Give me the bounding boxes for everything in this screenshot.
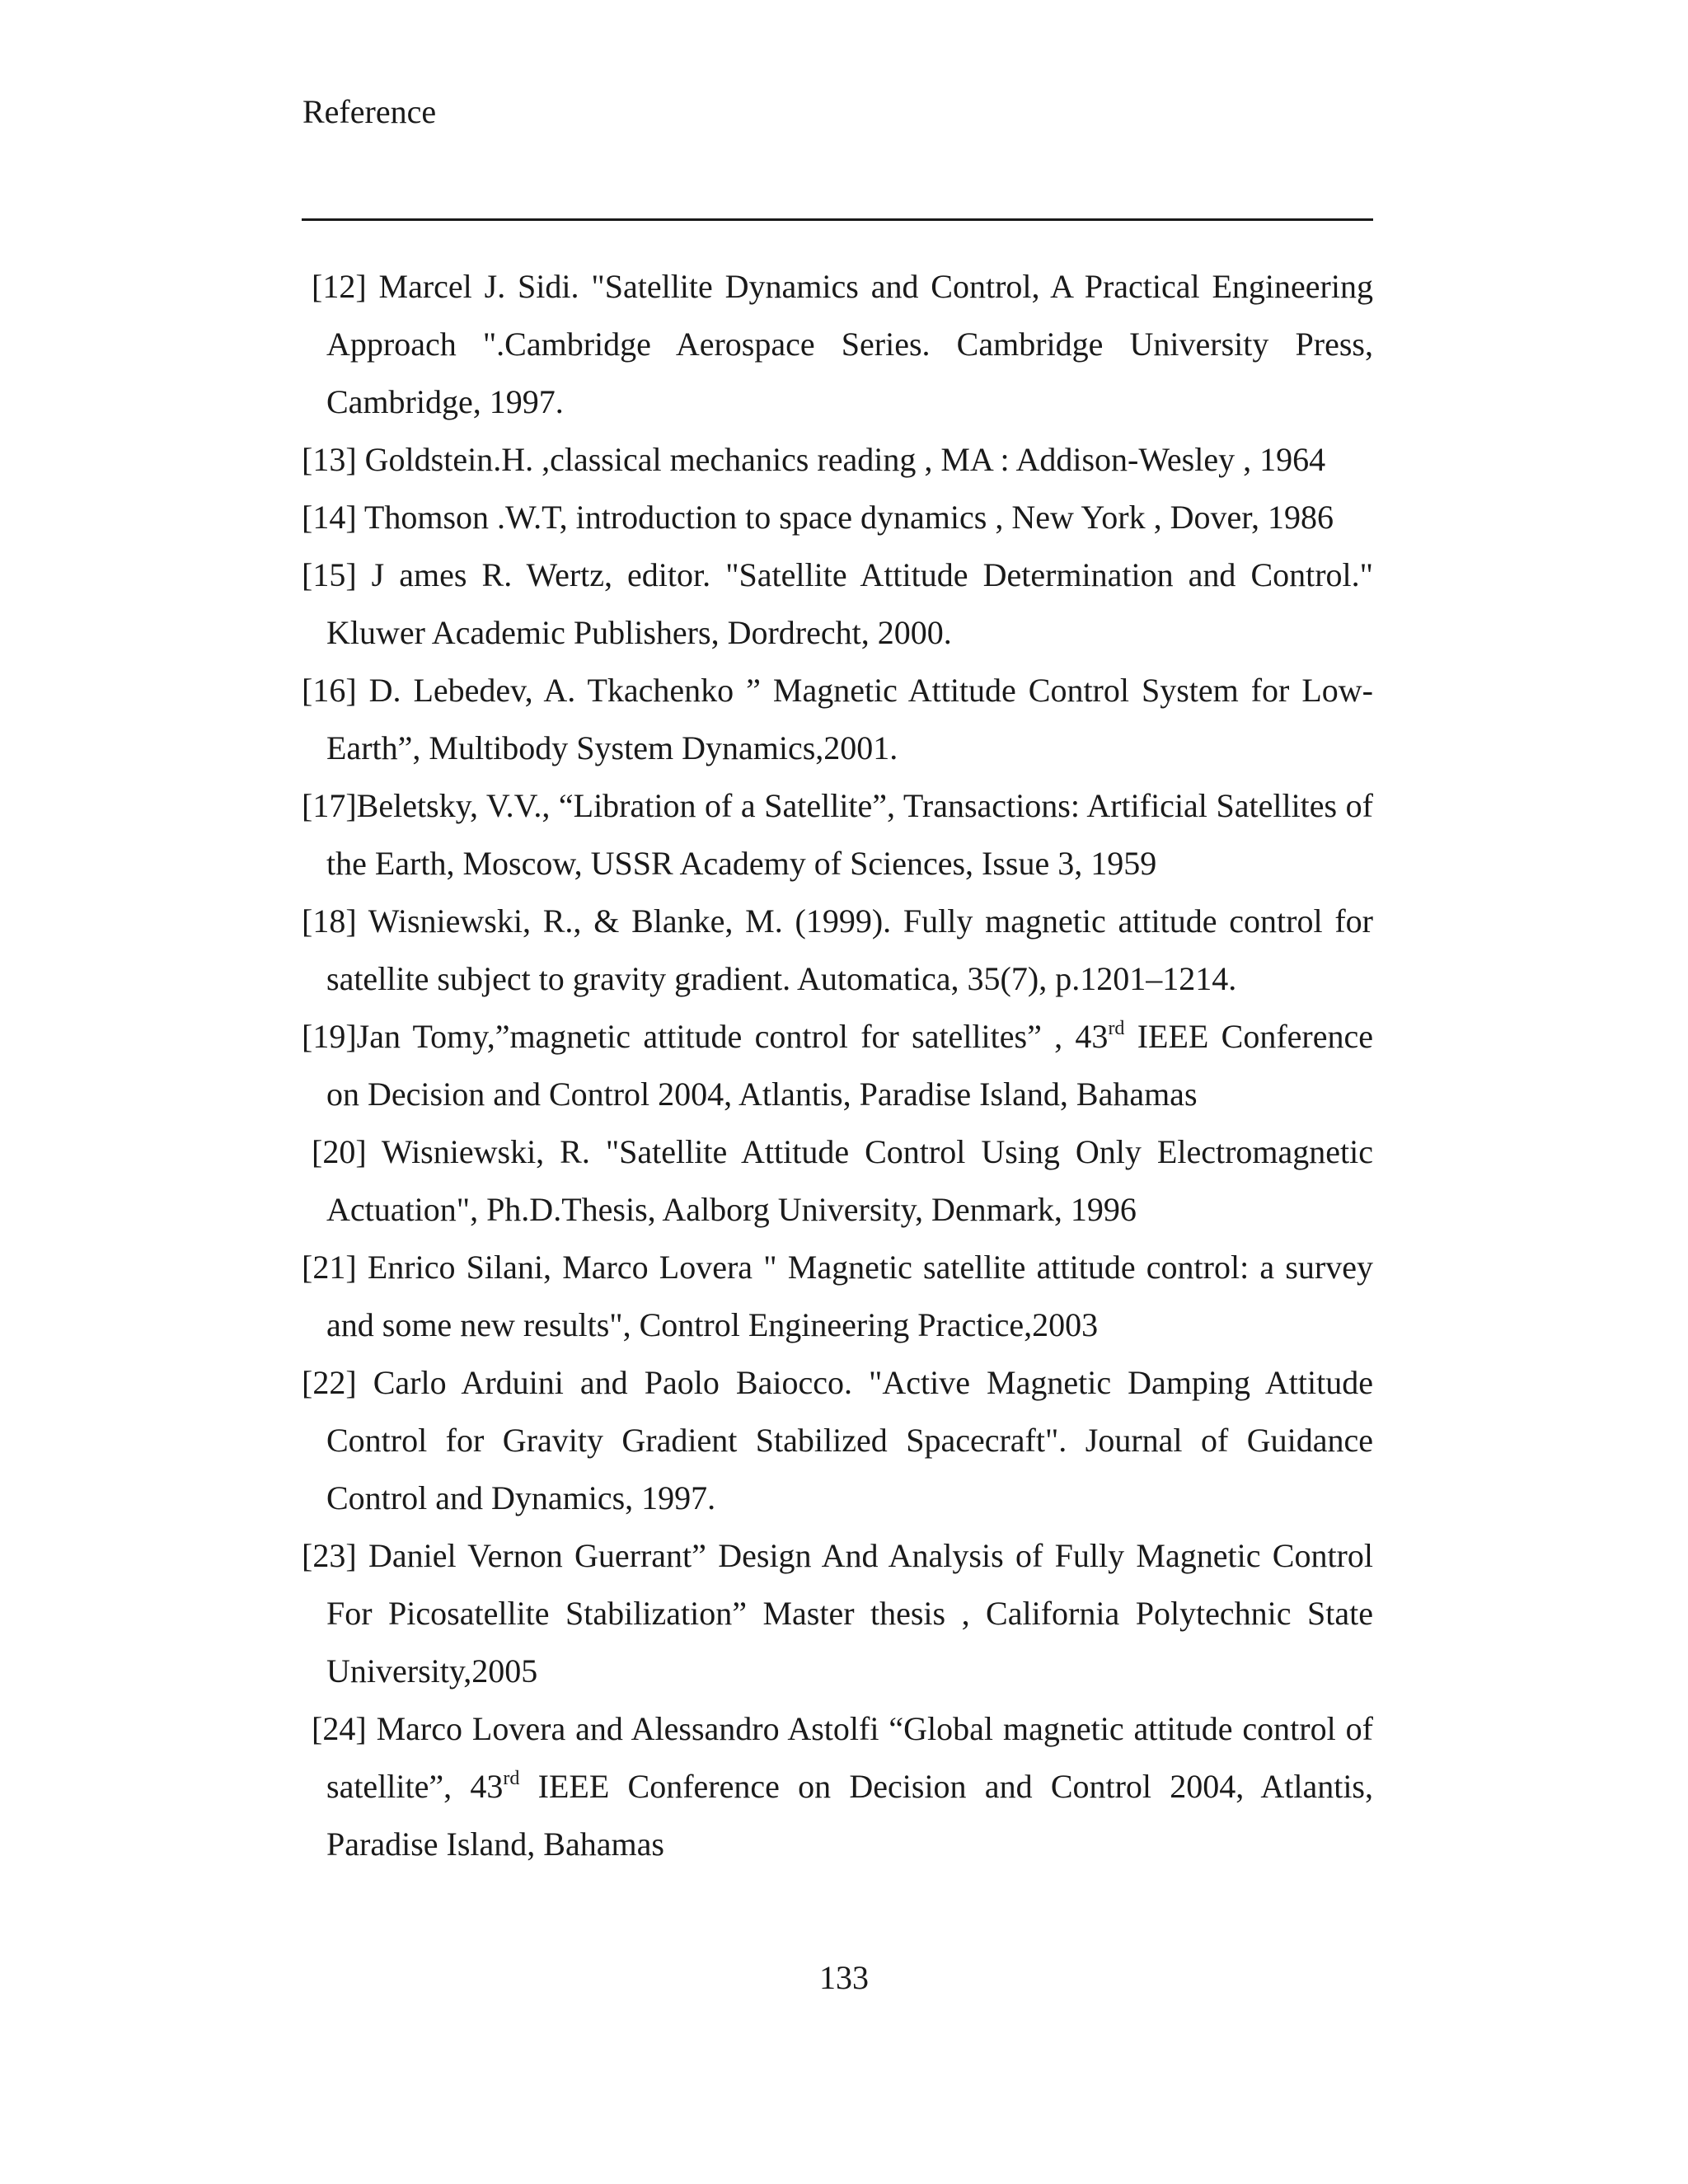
reference-19-text-cont: IEEE Conference on Decision and Control 2004, Atlantis, Paradise Island, Bahamas	[326, 1018, 1373, 1113]
reference-list	[302, 258, 1373, 1873]
reference-item-24	[302, 1700, 1373, 1873]
reference-19-text: [19]Jan Tomy,”magnetic attitude control for satellites” , 43	[302, 1018, 1109, 1055]
running-title: Reference	[302, 93, 437, 130]
ordinal-superscript: rd	[1108, 1018, 1125, 1039]
reference-item-19	[302, 1008, 1373, 1123]
reference-24-text-cont: IEEE Conference on Decision and Control 2004, Atlantis, Paradise Island, Bahamas	[326, 1768, 1373, 1863]
reference-item-15: [15] J ames R. Wertz, editor. "Satellite Attitude Determination and Control." Kluwer Academic Publishers, Dordrecht, 2000.	[302, 556, 1373, 651]
page-number: 133	[819, 1959, 869, 1996]
reference-item-23: [23] Daniel Vernon Guerrant” Design And Analysis of Fully Magnetic Control For Picosatellite Stabilization” Master thesis , California Polytechnic State University,2005	[302, 1537, 1373, 1690]
reference-24-text: [24] Marco Lovera and Alessandro Astolfi “Global magnetic attitude control of satellite”, 43	[312, 1710, 1373, 1805]
reference-item-21: [21] Enrico Silani, Marco Lovera " Magnetic satellite attitude control: a survey and some new results", Control Engineering Practice,2003	[302, 1249, 1373, 1343]
reference-item-18: [18] Wisniewski, R., & Blanke, M. (1999). Fully magnetic attitude control for satellite subject to gravity gradient. Automatica, 35(7), p.1201–1214.	[302, 902, 1373, 997]
reference-item-16: [16] D. Lebedev, A. Tkachenko ” Magnetic Attitude Control System for Low-Earth”, Multibody System Dynamics,2001.	[302, 672, 1373, 766]
header-rule	[302, 218, 1373, 221]
ordinal-superscript: rd	[503, 1768, 520, 1789]
reference-item-17: [17]Beletsky, V.V., “Libration of a Satellite”, Transactions: Artificial Satellites of the Earth, Moscow, USSR Academy of Sciences, Issue 3, 1959	[302, 787, 1373, 882]
reference-item-20: [20] Wisniewski, R. "Satellite Attitude Control Using Only Electromagnetic Actuation", Ph.D.Thesis, Aalborg University, Denmark, 1996	[312, 1133, 1373, 1228]
reference-item-12: [12] Marcel J. Sidi. "Satellite Dynamics and Control, A Practical Engineering Approach ".Cambridge Aerospace Series. Cambridge University Press, Cambridge, 1997.	[312, 268, 1373, 420]
reference-item-13: [13] Goldstein.H. ,classical mechanics reading , MA : Addison-Wesley , 1964	[302, 441, 1326, 478]
reference-item-14: [14] Thomson .W.T, introduction to space dynamics , New York , Dover, 1986	[302, 499, 1334, 536]
reference-item-22: [22] Carlo Arduini and Paolo Baiocco. "Active Magnetic Damping Attitude Control for Gravity Gradient Stabilized Spacecraft". Journal of Guidance Control and Dynamics, 1997.	[302, 1364, 1373, 1516]
